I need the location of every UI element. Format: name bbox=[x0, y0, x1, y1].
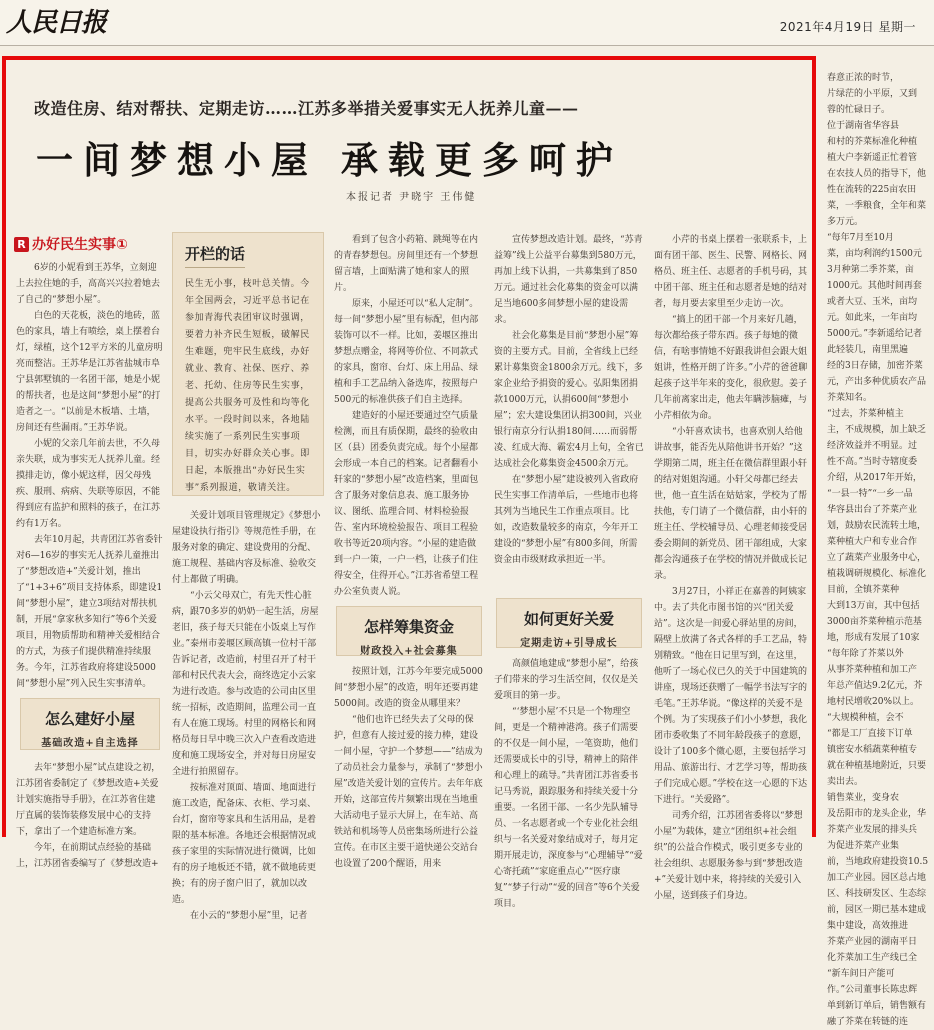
adjacent-text-line: 5000元。”李新遥给记者 bbox=[827, 329, 923, 339]
adjacent-text-line: “每年除了芥菜以外 bbox=[827, 649, 904, 659]
paragraph: 今年，在前期试点经验的基础上，江苏团省委编写了《梦想改造+ bbox=[16, 843, 159, 869]
subhead-subtitle: 定期走访+引导成长 bbox=[520, 638, 618, 649]
adjacent-text-line: 区、科技研发区、生态综 bbox=[827, 889, 927, 899]
paragraph: 去年10月起，共青团江苏省委针对6—16岁的事实无人抚养儿童推出了“梦想改造+”关爱计划，推出了“1+3+6”项目支持体系，即建设1间“梦想小屋”，建立3项结对帮扶机制，开展“拿家秋多知行”等6个关爱项目，用物质帮助和精神关爱相结合的方式，为孩子们提供精准持续服务。今年，江苏省政府将建设5000间“梦想小屋”列入民生实事清单。 bbox=[16, 535, 163, 689]
paragraph: 白色的天花板，淡色的地砖，蓝色的家具，墙上有喷绘，桌上摆着台灯，绿植，这个12平方米的儿童房明亮而整洁。王苏华是江苏省盐城市阜宁县郭墅镇的一名团干部，她是小妮的帮扶者，也是这间“梦想小屋”的打造者之一。“以前是木板墙、土墙，房间还有些漏雨。”王苏华说。 bbox=[16, 311, 163, 433]
adjacent-text-line: 大到13万亩，其中包括 bbox=[827, 601, 920, 611]
subhead-subtitle: 基础改造+自主选择 bbox=[41, 738, 139, 749]
adjacent-text-line: 元，产出多种优质农产品 bbox=[827, 377, 927, 387]
adjacent-text-line: 或者大豆、玉米，亩均 bbox=[827, 297, 918, 307]
paragraph: 3月27日，小祥正在嘉善的阿姨家中。去了共化市图书馆的兴“团关爱站”。这次是一间爱心驿站里的房间，隔壁上放满了各式各样的手工艺品，特别精致。“他在日记里写到，在这里，他听了一场心仪已久的关于中国建筑的讲座，现场还获赠了一幅学书法写字的毛笔。”王苏华说。“像这样的关爱不是个例。为了实现孩子们小小梦想，我化团市委收集了不同年龄段孩子的意愿，设计了100多个微心愿，主要包括学习用品、旅游出行、才艺学习等，帮助孩子们完成心愿。”学校在这一心愿的下达下进行。“关爱路”。 bbox=[654, 587, 808, 805]
adjacent-text-line: 和村的芥菜标准化种植 bbox=[827, 137, 918, 147]
subhead-funds bbox=[336, 606, 482, 656]
column-4-top bbox=[494, 232, 644, 584]
adjacent-text-line: 元。如此来，一年亩均 bbox=[827, 313, 918, 323]
paragraph: 社会化募集是目前“梦想小屋”筹资的主要方式。目前，全省线上已经累计募集资金1800余万元。线下，多家企业给予捐资的爱心。弘阳集团捐款1000万元，认捐600间“梦想小屋”；宏大建设集团认捐300间，兴业银行南京分行认捐180间……而弱帮凌、红成大海、霸宏4月上旬，全省已达成社会化募集资金4500余万元。 bbox=[494, 331, 644, 469]
subhead-build bbox=[20, 698, 160, 750]
adjacent-text-line: 前，当地政府建投资10.5 bbox=[827, 857, 929, 867]
column-1-bottom bbox=[16, 760, 164, 869]
adjacent-text-line: 芥菜产业发展的排头兵 bbox=[827, 825, 918, 835]
paragraph: “‘梦想小屋’不只是一个物理空间，更是一个精神港湾。孩子们需要的不仅是一间小屋，一笔资助，他们还需要成长中的引导，精神上的陪伴和心理上的疏导。”共青团江苏省委书记马秀说，跟踪服务和持续关爱十分重要。一名团干部、一名少先队辅导员、一名志愿者或一个专业化社会组织与一名关爱对象结成对子，每月定期开展走访，深度参与“心理辅导”“爱心寄托疏”“家庭重点心”“医疗康复”“梦子行动”“爱的回音”等6个关爱项目。 bbox=[494, 707, 643, 909]
adjacent-text-line: 芥菜产业园的湖南平日 bbox=[827, 937, 918, 947]
adjacent-text-line: 就在种植基地附近，只要 bbox=[827, 761, 927, 771]
paragraph: 司秀介绍，江苏团省委将以“梦想小屋”为载体，建立“团组织+社会组织”的公益合作模式，吸引更多专业的社会组织、志愿服务参与到“梦想改造+”关爱计划中来，将持续的关爱引入小屋，送到孩子们身边。 bbox=[654, 811, 803, 901]
adjacent-text-line: 性在流转的225亩农田 bbox=[827, 185, 917, 195]
column-4-bottom bbox=[494, 656, 644, 909]
paragraph: “搞上的团干部一个月来好几趟，每次都给孩子带东西。孩子每她的微信，有啥事情她不好跟我讲但会跟大姐姐讲，性格开朗了许多。”小芹的爸爸聊起孩子这半年来的变化，很欣慰。姜子几年前离家出走，他去年瞒涉脑瘫，与小芹相依为命。 bbox=[654, 315, 808, 421]
adjacent-article-column bbox=[818, 70, 934, 1027]
adjacent-text-line: 位于湖南省华容县 bbox=[827, 121, 900, 131]
adjacent-text-line: 卖出去。 bbox=[827, 777, 864, 787]
adjacent-text-line: 3月种第二季芥菜，亩 bbox=[827, 265, 914, 275]
paragraph: “小云父母双亡，有先天性心脏病，跟70多岁的奶奶一起生活，房屋老旧，孩子每天只能在小饭桌上写作业。”泰州市姜堰区顾高镇一位村干部告诉记者，改造前，村里召开了村干部和村民代表大会，商终选定小云家为进行改造。参与改造的公司由区里统一招标，改造期间，监理公司一直有人在施工现场。村里的网格长和网格员每日早中晚三次入户查看改造进度和施工现场安全，并对每日房屋安全进行拍照留存。 bbox=[172, 591, 319, 777]
masthead bbox=[0, 0, 934, 46]
adjacent-text-line: 销售菜业，变身农 bbox=[827, 793, 900, 803]
paragraph: “他们也许已经失去了父母的保护，但意有人接过爱的接力棒，建设一间小屋，守护一个梦想——”结成为了动员社会力量参与，承制了“梦想小屋”改造关爱计划的宣传片。去年年底开始，这部宣传片频繁出现在当地重大活动电子显示大屏上，在车站、高铁站和机场等人员密集场所进行公益宣传。在市区主要干道快递公交站台也设置了200个醒语，用来 bbox=[334, 715, 483, 869]
subhead-title: 怎么建好小屋 bbox=[44, 710, 135, 728]
adjacent-text-line: 为促进芥菜产业集 bbox=[827, 841, 900, 851]
paragraph: 在“梦想小屋”建设被列入省政府民生实事工作清单后，一些地市也将其列为当地民生工作重点项目。比如，改造数量较多的南京，今年开工建设的“梦想小屋”有800多间，所需资金由市级财政承担近一半。 bbox=[494, 475, 639, 565]
adjacent-text-line: 化芥菜加工生产线已全 bbox=[827, 953, 918, 963]
adjacent-text-line: 3000亩芥菜种植示范基 bbox=[827, 617, 922, 627]
column-3-bottom bbox=[334, 664, 484, 869]
column-intro-box bbox=[172, 232, 324, 496]
adjacent-text-line: 经济效益并不明显。过 bbox=[827, 441, 918, 451]
article-headline: 一间梦想小屋 承载更多呵护 bbox=[36, 139, 623, 182]
adjacent-text-line: “都是工厂直接下订单 bbox=[827, 729, 913, 739]
subhead-care bbox=[496, 598, 642, 648]
paragraph: 小芹的书桌上摆着一张联系卡，上面有团干部、医生、民警、网格长、网格员、班主任、志愿者的手机号码，其中团干部、班主任和志愿者是她的结对者，每月要去家里至少走访一次。 bbox=[654, 235, 808, 309]
adjacent-text-line: 芥菜知名。 bbox=[827, 393, 873, 403]
adjacent-text-line: 片绿茫的小平原，又到 bbox=[827, 89, 918, 99]
adjacent-text-line: 年总产值达9.2亿元，芥 bbox=[827, 681, 923, 691]
subhead-subtitle: 财政投入+社会募集 bbox=[360, 646, 458, 657]
section-tag-label: 办好民生实事① bbox=[32, 237, 128, 253]
paragraph: 原来，小屋还可以“私人定制”。每一间“梦想小屋”里有标配，但内部装饰可以不一样。比如，姜堰区推出梦想点赠金，将网等价位、不同款式的家具，窗帘、台灯、床上用品、绿植和手工艺品纳入备选库，按照每户500元的标准供孩子们自主选择。 bbox=[334, 299, 479, 405]
adjacent-text-line: 划，鼓励农民流转土地， bbox=[827, 521, 927, 531]
adjacent-text-line: 加工产业园。园区总占地 bbox=[827, 873, 927, 883]
adjacent-text-line: 1000元。其他时间再套 bbox=[827, 281, 922, 291]
adjacent-text-line: 菜，一季粮食，全年和菜 bbox=[827, 201, 927, 211]
adjacent-text-line: 菜种植大户和专业合作 bbox=[827, 537, 918, 547]
adjacent-text-line: 作。”公司董事长陈忠辉 bbox=[827, 985, 918, 995]
adjacent-text-line: 此轻装几，南里黑遍 bbox=[827, 345, 909, 355]
paragraph: 按标准对顶面、墙面、地面进行施工改造，配备床、衣柜、学习桌、台灯，窗帘等家具和生活用品，是着限的基本标准。各地还会根据情况或孩子家里的实际情况进行微调，比如有的房子地板还不错，就不做地砖更换；有的房子窗户旧了，就加以改造。 bbox=[172, 783, 317, 905]
adjacent-text-line: 地，形成有发展了10家 bbox=[827, 633, 920, 643]
issue-date: 2021年4月19日 星期一 bbox=[779, 20, 916, 34]
newspaper-logo: 人民日报 bbox=[6, 8, 107, 38]
adjacent-text-line: “过去，芥菜种植主 bbox=[827, 409, 904, 419]
article-byline: 本报记者 尹晓宇 王伟健 bbox=[346, 192, 477, 203]
column-intro-body: 民生无小事，枝叶总关情。今年全国两会，习近平总书记在参加青海代表团审议时强调，要着力补齐民生短板，破解民生难题，兜牢民生底线，办好就业、教育、社保、医疗、养老、托幼、住房等民生实事，提高公共服务可及性和均等化水平。一段时间以来，各地陆续实施了一系列民生实事项目，切实办好群众关心事。即日起，本版推出“办好民生实事”系列报道，敬请关注。 bbox=[185, 279, 310, 493]
column-1-top bbox=[16, 260, 164, 694]
adjacent-text-line: 前，园区一期已基本建成 bbox=[827, 905, 927, 915]
paragraph: 看到了包含小药箱、跳绳等在内的青春梦想包。房间里还有一个梦想留言墙，上面贴满了她和家人的照片。 bbox=[334, 235, 479, 293]
people-daily-r-icon: R bbox=[14, 237, 29, 252]
adjacent-text-line: 融了芥菜在转链的连 bbox=[827, 1017, 909, 1027]
adjacent-text-line: 性不高。”当时寺辖度委 bbox=[827, 457, 918, 467]
paragraph: “小轩喜欢读书，也喜欢别人给他讲故事，能否先从陪他讲书开始？”这学期第二周，班主任在微信群里跟小轩的结对姐姐沟通。小轩父母都已经去世，他一直生活在姑姑家，学校为了帮扶他，专门请了一个微信群，由小轩的班主任、学校辅导员、心理老师接受居委会期间的新党员、团干部组成，大家都会沟通孩子在学校的情况并做成长记录。 bbox=[654, 427, 808, 581]
paragraph: 关爱计划项目管理规定》《梦想小屋建设执行指引》等规范性手册，在服务对象的确定、建设费用的分配、施工规程、基础内容及标准、验收交付上都做了明确。 bbox=[172, 511, 321, 585]
adjacent-text-line: 菜，亩均利润约1500元 bbox=[827, 249, 922, 259]
adjacent-text-line: “每年7月至10月 bbox=[827, 233, 894, 243]
subhead-title: 怎样筹集资金 bbox=[363, 618, 454, 636]
adjacent-text-line: 多万元。 bbox=[827, 217, 864, 227]
adjacent-text-line: 从事芥菜种植和加工产 bbox=[827, 665, 918, 675]
column-intro-title: 开栏的话 bbox=[185, 243, 245, 268]
adjacent-text-line: 介绍，从2017年开始， bbox=[827, 473, 922, 483]
paragraph: 按照计划，江苏今年要完成5000间“梦想小屋”的改造，明年还要再建5000间。改造的资金从哪里来？ bbox=[334, 667, 483, 709]
paragraph: 在小云的“梦想小屋”里，记者 bbox=[190, 911, 308, 921]
adjacent-text-line: 及岳阳市的龙头企业，华 bbox=[827, 809, 927, 819]
paragraph: 高颜值地建成“梦想小屋”，给孩子们带来的学习生活空间，仅仅是关爱项目的第一步。 bbox=[494, 659, 639, 701]
subhead-title: 如何更好关爱 bbox=[523, 610, 614, 628]
column-2 bbox=[172, 508, 324, 921]
article-kicker: 改造住房、结对帮扶、定期走访……江苏多举措关爱事实无人抚养儿童—— bbox=[34, 99, 579, 118]
adjacent-text-line: 地村民增收20%以上。 bbox=[827, 697, 920, 707]
adjacent-text-line: 集中建设，高效推进 bbox=[827, 921, 909, 931]
adjacent-text-line: 立了蔬菜产业服务中心， bbox=[827, 553, 927, 563]
adjacent-text-line: 蓉的忙碌日子。 bbox=[827, 105, 891, 115]
adjacent-text-line: 植大户李新遥正忙着管 bbox=[827, 153, 918, 163]
adjacent-text-line: 主，不成规模，加上缺乏 bbox=[827, 425, 927, 435]
adjacent-text-line: 单到新订单后，销售额有 bbox=[827, 1001, 927, 1011]
paragraph: 去年“梦想小屋”试点建设之初，江苏团省委制定了《梦想改造+关爱计划实施指导手册》，在江苏省住建厅直属的装饰装修发展中心的支持下，拿出了一个建造标准方案。 bbox=[16, 763, 161, 837]
adjacent-text-line: 华容县出台了芥菜产业 bbox=[827, 505, 918, 515]
paragraph: 建造好的小屋还要通过空气质量检测，而且有质保期，最终的验收由区（县）团委负责完成。每个小屋都会形成一本自己的档案。记者翻看小轩家的“梦想小屋”改造档案，里面包含了服务对象信息表、施工服务协议、图纸、监理合同、材料检验报告、室内环境检验报告、项目工程验收书等近20项内容。“小屋的建造做到一户一策，一户一档，让孩子们住得安全，住得开心。”江苏省希望工程办公室负责人说。 bbox=[334, 411, 479, 597]
adjacent-text-line: “大规模种植，会不 bbox=[827, 713, 904, 723]
adjacent-text-line: “一县一特”“一乡一品 bbox=[827, 489, 913, 499]
paragraph: 6岁的小妮看到王苏华，立刻迎上去拉住她的手，高高兴兴拉着她去了自己的“梦想小屋”。 bbox=[16, 263, 161, 305]
column-3-top bbox=[334, 232, 484, 600]
highlighted-article bbox=[2, 56, 816, 921]
adjacent-text-line: 春意正浓的时节， bbox=[827, 73, 900, 83]
column-5 bbox=[654, 232, 810, 901]
paragraph: 小妮的父亲几年前去世，不久母亲失联，成为事实无人抚养儿童。经摸排走访，像小妮这样，因父母残疾、服刑、病病、失联等原因，不能得到应有监护和照料的孩子，在江苏约有1万名。 bbox=[16, 439, 161, 529]
adjacent-text-line: 在农技人员的指导下，他 bbox=[827, 169, 927, 179]
adjacent-text-line: 目前，全镇芥菜种 bbox=[827, 585, 900, 595]
paragraph: 宣传梦想改造计划。最终，“苏青益筹”线上公益平台募集到580万元，再加上线下认捐，一共募集到了850万元。通过社会化募集的资金可以满足当地600多间梦想小屋的建设需求。 bbox=[494, 235, 643, 325]
adjacent-text-line: 植栽调研规模化、标准化 bbox=[827, 569, 927, 579]
section-tag bbox=[14, 234, 128, 254]
adjacent-text-line: “新车间日产能可 bbox=[827, 969, 895, 979]
adjacent-text-line: 经的3日存储，加密芥菜 bbox=[827, 361, 923, 371]
adjacent-text-line: 镇密安水稻蔬菜种植专 bbox=[827, 745, 918, 755]
